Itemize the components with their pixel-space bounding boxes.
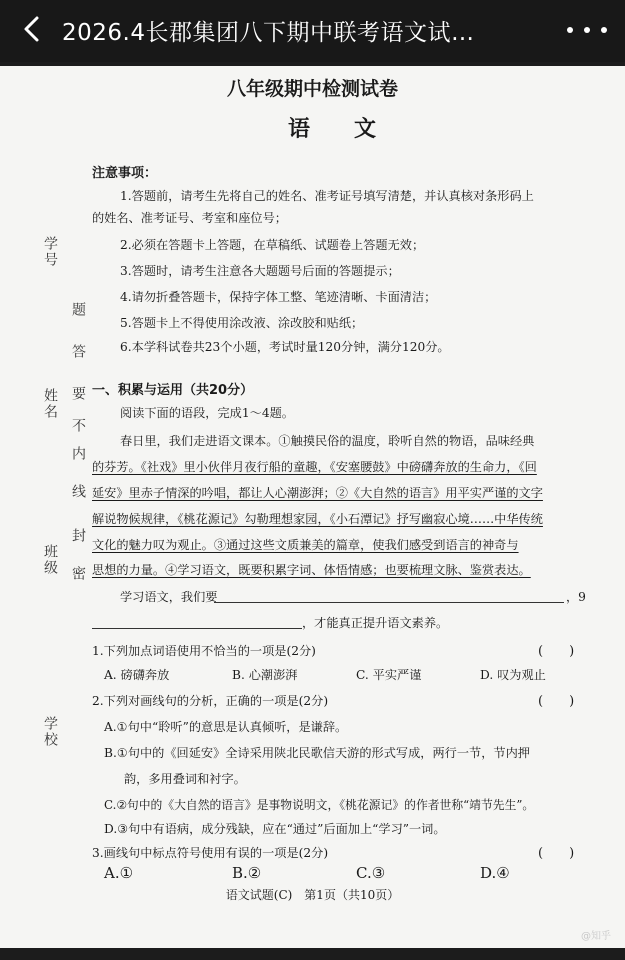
question-3-answer-box[interactable]: ( ) [538, 846, 575, 861]
notice-1-cont: 的姓名、准考证号、考室和座位号； [92, 211, 287, 225]
side-label-nei: 内 [70, 446, 86, 462]
fill-blank-prompt: 学习语文，我们要 [120, 590, 218, 604]
question-2-option-b: B.①句中的《回延安》全诗采用陕北民歌信天游的形式写成，两行一节，节内押 [104, 746, 530, 760]
bottom-bar [0, 948, 625, 960]
section-1-intro: 阅读下面的语段，完成1～4题。 [120, 406, 294, 420]
question-3-option-b: B.② [232, 864, 262, 882]
question-1-option-a: A. 磅礴奔放 [104, 668, 170, 682]
side-label-bu: 不 [70, 418, 86, 434]
passage-line-3: 延安》里赤子情深的吟唱，都让人心潮澎湃；②《大自然的语言》用平实严谨的文字 [92, 486, 543, 500]
fill-blank-end-2: ，才能真正提升语文素养。 [302, 616, 449, 630]
notice-5: 5.答题卡上不得使用涂改液、涂改胶和贴纸； [120, 316, 364, 330]
side-label-feng: 封 [70, 528, 86, 544]
notice-2: 2.必须在答题卡上答题，在草稿纸、试题卷上答题无效； [120, 238, 425, 252]
passage-line-2: 的芬芳。《社戏》里小伙伴月夜行船的童趣，《安塞腰鼓》中磅礴奔放的生命力，《回 [92, 460, 537, 474]
notice-3: 3.答题时，请考生注意各大题题号后面的答题提示； [120, 264, 400, 278]
question-1-answer-box[interactable]: ( ) [538, 644, 575, 659]
question-1-option-d: D. 叹为观止 [480, 668, 546, 682]
side-label-xian: 线 [70, 484, 86, 500]
notice-4: 4.请勿折叠答题卡，保持字体工整、笔迹清晰、卡面清洁； [120, 290, 437, 304]
question-2-option-c: C.②句中的《大自然的语言》是事物说明文，《桃花源记》的作者世称“靖节先生”。 [104, 798, 535, 812]
fill-blank-line-1[interactable] [214, 602, 564, 603]
fill-blank-end-1: ，9 [566, 590, 586, 604]
question-2-option-a: A.①句中“聆听”的意思是认真倾听，是谦辞。 [104, 720, 348, 734]
side-label-da: 答 [70, 344, 86, 360]
subject-title: 语文 [288, 116, 421, 142]
notice-1: 1.答题前，请考生先将自己的姓名、准考证号填写清楚，并认真核对条形码上 [120, 189, 534, 203]
question-3-option-c: C.③ [356, 864, 386, 882]
question-1-option-b: B. 心潮澎湃 [232, 668, 298, 682]
section-1-heading: 一、积累与运用（共20分） [92, 383, 254, 398]
fill-blank-line-2[interactable] [92, 628, 302, 629]
question-1-option-c: C. 平实严谨 [356, 668, 422, 682]
side-label-ti: 题 [70, 302, 86, 318]
side-label-school: 学校 [42, 716, 58, 748]
question-2-answer-box[interactable]: ( ) [538, 694, 575, 709]
side-label-student-id: 学号 [42, 236, 58, 268]
side-label-mi: 密 [70, 566, 86, 582]
notice-heading: 注意事项： [92, 166, 158, 181]
side-label-class: 班级 [42, 544, 58, 576]
app-bar [0, 0, 625, 62]
watermark: @知乎 [581, 931, 611, 942]
document-title: 2026.4长郡集团八下期中联考语文试… [62, 20, 475, 46]
passage-line-4: 解说物候规律，《桃花源记》勾勒理想家园，《小石潭记》抒写幽寂心境……中华传统 [92, 512, 543, 526]
passage-line-6: 思想的力量。④学习语文，既要积累字词、体悟情感；也要梳理文脉、鉴赏表达。 [92, 563, 531, 577]
question-2-option-d: D.③句中有语病，成分残缺，应在“通过”后面加上“学习”一词。 [104, 822, 446, 836]
more-options-icon[interactable] [567, 18, 607, 42]
back-arrow-icon[interactable] [18, 14, 48, 44]
page-footer: 语文试题(C) 第1页（共10页） [225, 888, 400, 902]
question-3-stem: 3.画线句中标点符号使用有误的一项是(2分) [92, 846, 329, 860]
question-2-option-b-cont: 韵，多用叠词和衬字。 [124, 772, 246, 786]
side-label-name: 姓名 [42, 388, 58, 420]
notice-6: 6.本学科试卷共23个小题，考试时量120分钟，满分120分。 [120, 340, 450, 354]
exam-paper-page [0, 66, 625, 948]
question-3-option-d: D.④ [480, 864, 510, 882]
paper-title: 八年级期中检测试卷 [226, 78, 398, 100]
question-3-option-a: A.① [104, 864, 134, 882]
passage-line-5: 文化的魅力叹为观止。③通过这些文质兼美的篇章，使我们感受到语言的神奇与 [92, 538, 519, 552]
passage-line-1: 春日里，我们走进语文课本。①触摸民俗的温度，聆听自然的物语，品味经典 [120, 434, 535, 448]
question-1-stem: 1.下列加点词语使用不恰当的一项是(2分) [92, 644, 316, 658]
side-label-yao: 要 [70, 386, 86, 402]
question-2-stem: 2.下列对画线句的分析，正确的一项是(2分) [92, 694, 329, 708]
